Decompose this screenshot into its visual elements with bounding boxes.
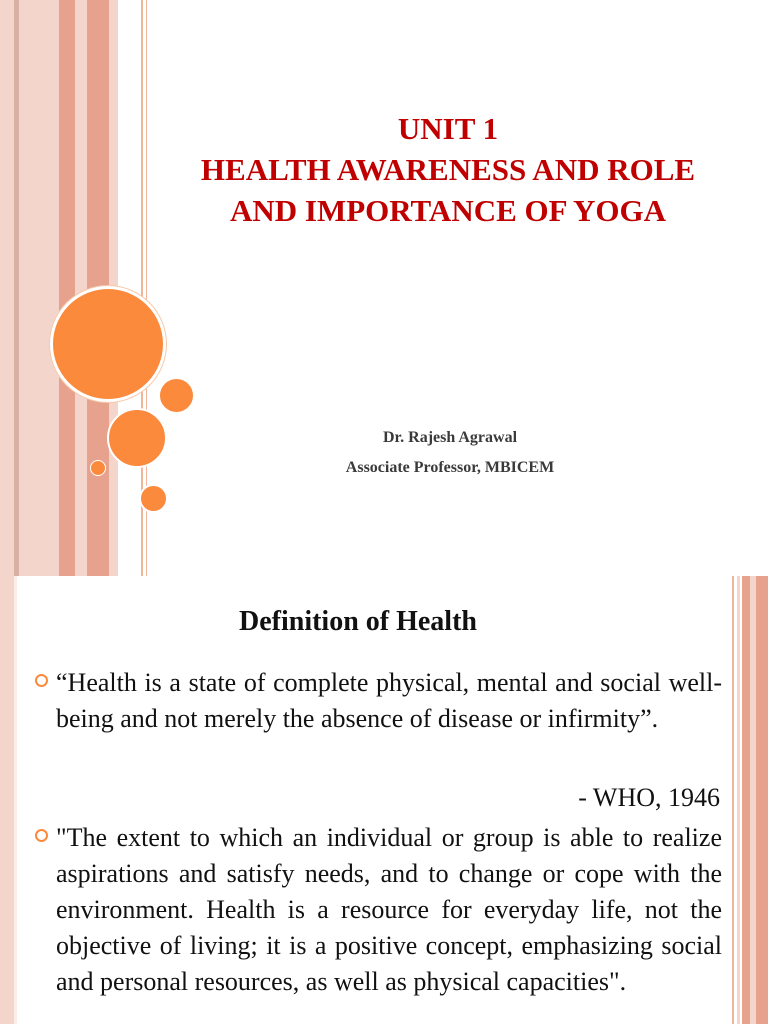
slide-heading: Definition of Health [239,606,477,637]
decorative-stripe [756,576,768,1024]
decorative-stripe [732,576,734,1024]
decorative-stripe [19,0,59,576]
decorative-circle-large [50,286,166,402]
author-name: Dr. Rajesh Agrawal [382,429,518,446]
decorative-stripe [0,576,14,1024]
title-line: AND IMPORTANCE OF YOGA [229,193,667,228]
title-line: UNIT 1 [397,111,499,146]
decorative-circle [139,484,168,513]
decorative-stripe [14,576,17,1024]
author-role: Associate Professor, MBICEM [345,459,555,476]
definition-bullet-who: “Health is a state of complete physical, mental and social well-being and not merely the absence of disease or infirmity”. [56,668,722,733]
bullet-icon [35,674,48,687]
decorative-circle [107,408,167,468]
title-line: HEALTH AWARENESS AND ROLE [200,152,696,187]
slide-title [150,108,746,231]
decorative-circle [90,460,106,476]
decorative-stripe [0,0,14,576]
decorative-stripe [75,0,87,576]
decorative-stripe [737,576,740,1024]
decorative-circle [158,377,195,414]
attribution: - WHO, 1946 [578,783,720,812]
decorative-stripe [742,576,750,1024]
decorative-stripe [59,0,75,576]
definition-bullet-ottawa: "The extent to which an individual or group is able to realize aspirations and satisfy needs, and to change or cope with the environment. Health is a resource for everyday life, not the objective of living; it is a positive concept, emphasizing social and personal resources, as well as physical capacities". [56,823,722,996]
bullet-icon [35,829,48,842]
